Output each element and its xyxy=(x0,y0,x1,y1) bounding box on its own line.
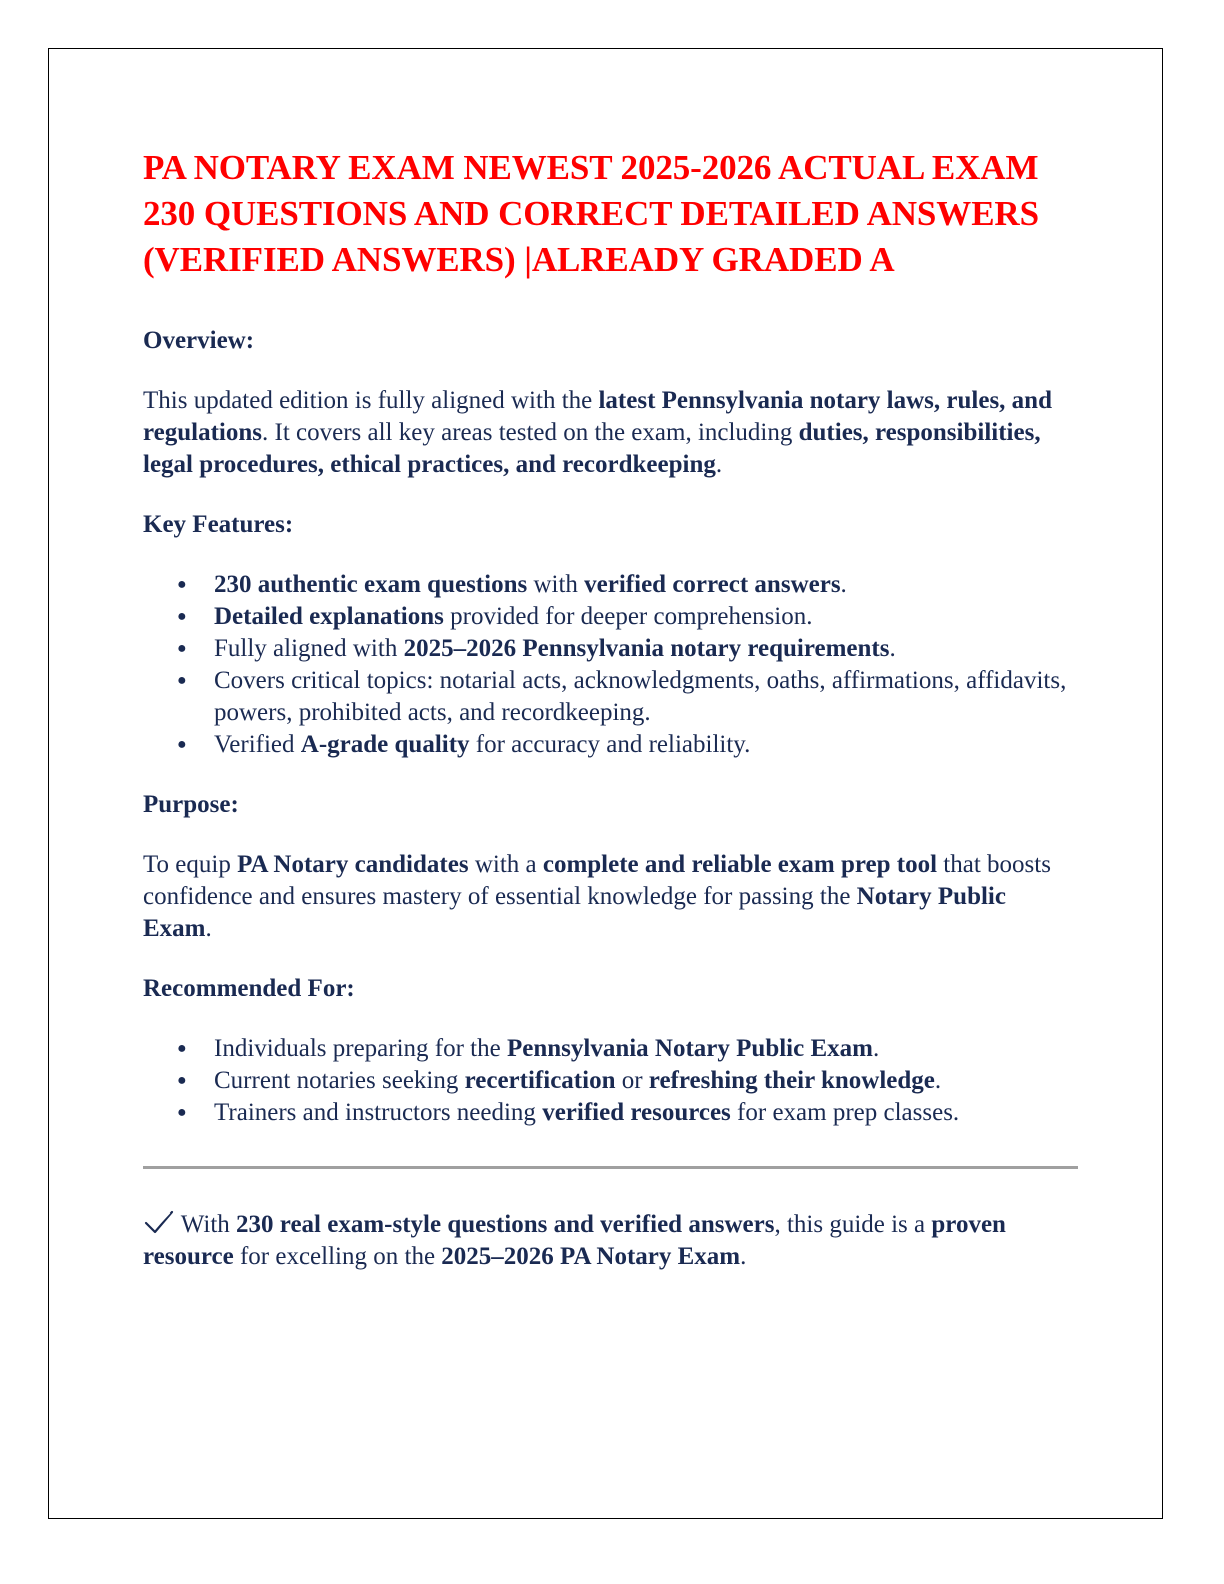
text-run: Trainers and instructors needing xyxy=(214,1099,543,1126)
text-run: , this guide is a xyxy=(774,1211,932,1238)
list-item xyxy=(143,665,1078,729)
text-run: . xyxy=(740,1243,747,1270)
list-item xyxy=(143,1065,1078,1097)
overview-paragraph xyxy=(143,385,1078,481)
bold-run: latest Pennsylvania notary laws, rules, and regulations xyxy=(143,387,1052,446)
text-run: for excelling on the xyxy=(233,1243,442,1270)
bullet-icon: ● xyxy=(177,1040,187,1057)
list-item xyxy=(143,729,1078,761)
bold-run: Notary Public Exam xyxy=(143,883,1006,942)
text-run: . xyxy=(840,571,847,598)
document-body xyxy=(143,145,1078,1273)
bold-run: A-grade quality xyxy=(300,731,470,758)
bold-run: PA Notary candidates xyxy=(237,851,469,878)
bold-run: recertification xyxy=(464,1067,616,1094)
text-run: with a xyxy=(468,851,543,878)
text-run: . xyxy=(872,1035,880,1062)
bold-run: 230 authentic exam questions xyxy=(214,571,528,598)
text-run: With xyxy=(175,1211,237,1238)
bold-run: Detailed explanations xyxy=(214,603,444,630)
text-run: Covers critical topics: notarial acts, acknowledgments, oaths, affirmations, affidavits, powers, prohibited acts, and recordkeeping. xyxy=(214,667,1067,726)
text-run: To equip xyxy=(143,851,238,878)
bold-run: refreshing their knowledge xyxy=(648,1067,935,1094)
bold-run: verified correct answers xyxy=(584,571,841,598)
checkmark-icon xyxy=(143,1209,175,1235)
bullet-icon: ● xyxy=(177,672,187,689)
bold-run: duties, responsibilities, legal procedures, ethical practices, and recordkeeping xyxy=(143,419,1041,478)
text-run: Verified xyxy=(214,731,301,758)
text-run: . It covers all key areas tested on the exam, including xyxy=(262,419,799,446)
text-run: Fully aligned with xyxy=(214,635,404,662)
list-item xyxy=(143,633,1078,665)
list-item xyxy=(143,601,1078,633)
bullet-icon: ● xyxy=(177,640,187,657)
text-run: that boosts confidence and ensures mastery of essential knowledge for passing the xyxy=(143,851,1051,910)
bold-run: 2025–2026 PA Notary Exam xyxy=(441,1243,741,1270)
text-run: Individuals preparing for the xyxy=(214,1035,507,1062)
text-run: with xyxy=(527,571,585,598)
text-run: . xyxy=(889,635,896,662)
purpose-paragraph xyxy=(143,849,1078,945)
bold-run: verified resources xyxy=(542,1099,731,1126)
document-title: PA NOTARY EXAM NEWEST 2025-2026 ACTUAL EXAM 230 QUESTIONS AND CORRECT DETAILED ANSWERS (VERIFIED ANSWERS) |ALREADY GRADED A xyxy=(143,148,1039,279)
text-run: for exam prep classes. xyxy=(730,1099,960,1126)
bullet-icon: ● xyxy=(177,1104,187,1121)
list-item xyxy=(143,1033,1078,1065)
bold-run: Pennsylvania Notary Public Exam xyxy=(506,1035,873,1062)
text-run: . xyxy=(715,451,723,478)
text-run: This updated edition is fully aligned with the xyxy=(143,387,599,414)
list-item xyxy=(143,569,1078,601)
bold-run: 2025–2026 Pennsylvania notary requirements xyxy=(403,635,890,662)
text-run: for accuracy and reliability. xyxy=(469,731,751,758)
bold-run: 230 real exam-style questions and verified answers xyxy=(236,1211,775,1238)
key-features-list xyxy=(143,569,1078,761)
text-run: provided for deeper comprehension. xyxy=(443,603,813,630)
key-features-heading: Key Features: xyxy=(143,511,294,538)
bullet-icon: ● xyxy=(177,608,187,625)
bullet-icon: ● xyxy=(177,576,187,593)
bullet-icon: ● xyxy=(177,736,187,753)
recommended-heading: Recommended For: xyxy=(143,975,355,1002)
recommended-list xyxy=(143,1033,1078,1129)
bullet-icon: ● xyxy=(177,1072,187,1089)
text-run: . xyxy=(205,915,212,942)
closing-paragraph xyxy=(143,1209,1078,1273)
bold-run: complete and reliable exam prep tool xyxy=(542,851,938,878)
text-run: or xyxy=(615,1067,649,1094)
text-run: Current notaries seeking xyxy=(214,1067,465,1094)
purpose-heading: Purpose: xyxy=(143,791,239,818)
bold-run: proven resource xyxy=(143,1211,1006,1270)
list-item xyxy=(143,1097,1078,1129)
overview-heading: Overview: xyxy=(143,327,255,354)
text-run: . xyxy=(934,1067,942,1094)
